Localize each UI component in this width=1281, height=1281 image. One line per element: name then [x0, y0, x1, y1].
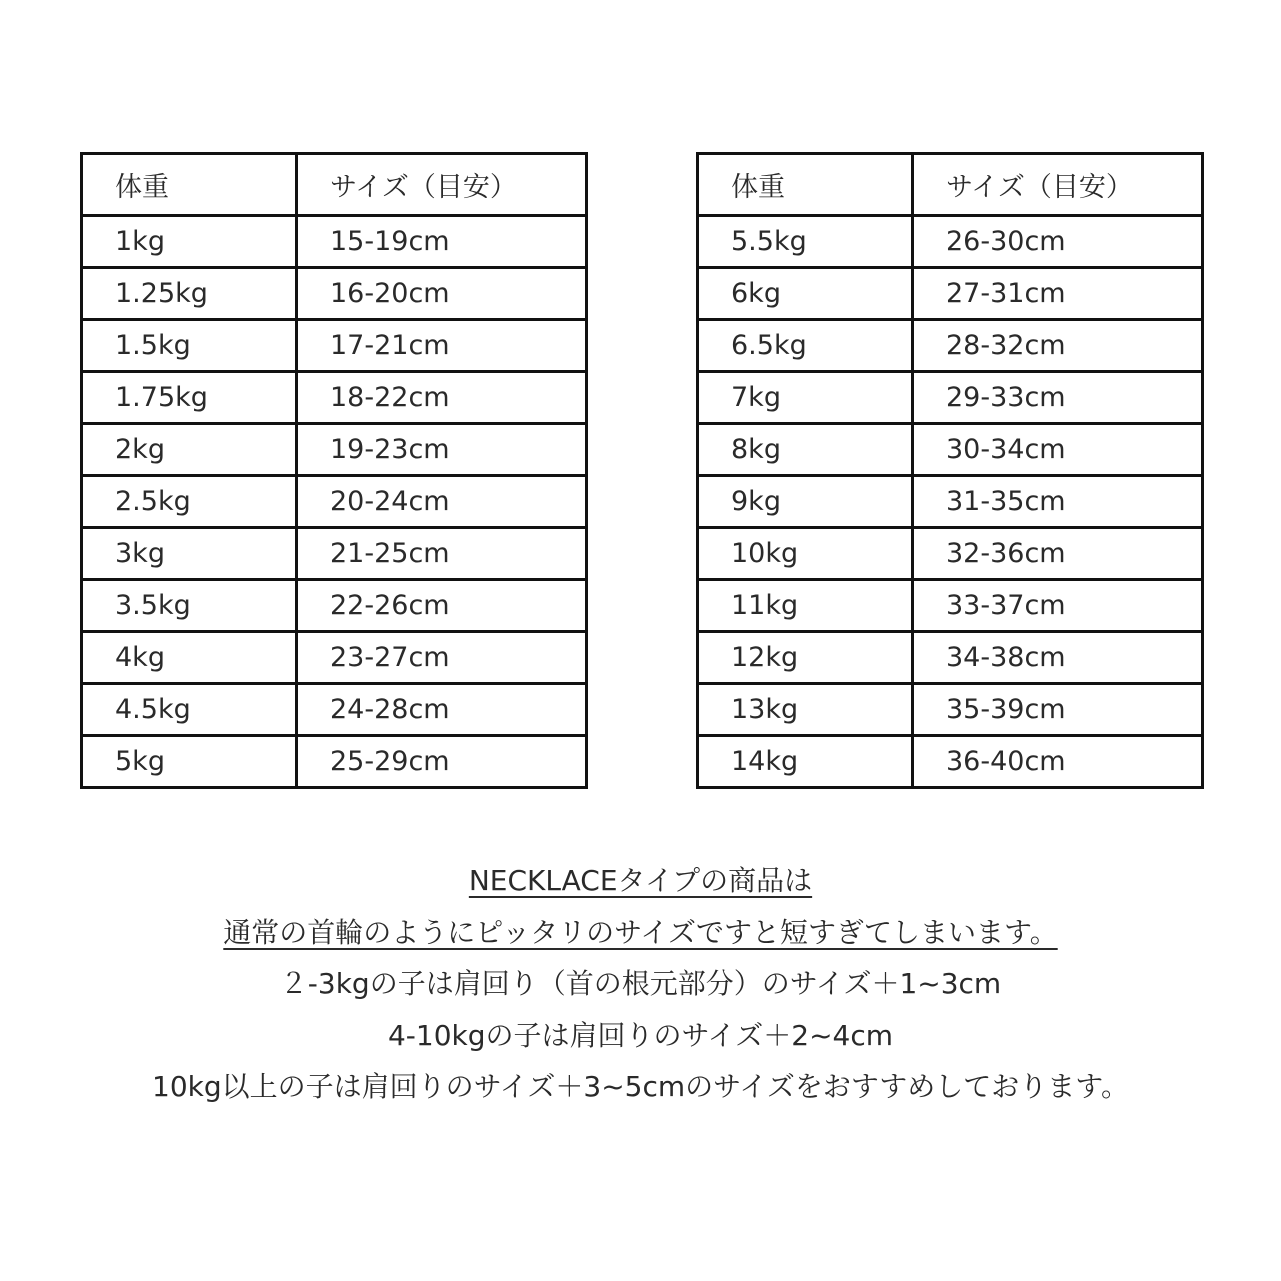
size-cell: 24-28cm: [297, 684, 587, 736]
size-cell: 35-39cm: [913, 684, 1203, 736]
note-line: [0, 907, 1281, 959]
table-row: [698, 632, 1203, 684]
weight-cell: 12kg: [698, 632, 913, 684]
size-cell: 29-33cm: [913, 372, 1203, 424]
table-row: [698, 736, 1203, 788]
weight-cell: 3kg: [82, 528, 297, 580]
table-row: [82, 372, 587, 424]
table-row: [82, 216, 587, 268]
size-cell: 26-30cm: [913, 216, 1203, 268]
weight-cell: 1.25kg: [82, 268, 297, 320]
note-text: 通常の首輪のようにピッタリのサイズですと短すぎてしまいます。: [223, 915, 1058, 949]
weight-cell: 1.5kg: [82, 320, 297, 372]
note-line: [0, 855, 1281, 907]
note-text: 10kg以上の子は肩回りのサイズ＋3~5cmのサイズをおすすめしております。: [152, 1070, 1129, 1103]
weight-cell: 6kg: [698, 268, 913, 320]
size-table-left-body: [82, 154, 587, 788]
weight-cell: 5.5kg: [698, 216, 913, 268]
table-row: [698, 372, 1203, 424]
note-line: [0, 958, 1281, 1010]
table-row: [82, 632, 587, 684]
header-size: サイズ（目安）: [297, 154, 587, 216]
weight-cell: 3.5kg: [82, 580, 297, 632]
table-row: [82, 580, 587, 632]
table-row: [698, 580, 1203, 632]
weight-cell: 8kg: [698, 424, 913, 476]
table-row: [698, 476, 1203, 528]
table-row: [82, 320, 587, 372]
weight-cell: 7kg: [698, 372, 913, 424]
size-cell: 34-38cm: [913, 632, 1203, 684]
table-row: [82, 268, 587, 320]
note-line: [0, 1061, 1281, 1113]
size-cell: 28-32cm: [913, 320, 1203, 372]
weight-cell: 5kg: [82, 736, 297, 788]
size-cell: 30-34cm: [913, 424, 1203, 476]
note-text: 4-10kgの子は肩回りのサイズ＋2~4cm: [387, 1018, 894, 1052]
table-row: [82, 476, 587, 528]
weight-cell: 6.5kg: [698, 320, 913, 372]
size-cell: 27-31cm: [913, 268, 1203, 320]
weight-cell: 10kg: [698, 528, 913, 580]
header-weight: 体重: [698, 154, 913, 216]
size-cell: 32-36cm: [913, 528, 1203, 580]
weight-cell: 14kg: [698, 736, 913, 788]
table-row: [82, 684, 587, 736]
size-table-left: [80, 152, 588, 789]
note-text: ２-3kgの子は肩回り（首の根元部分）のサイズ＋1~3cm: [279, 967, 1002, 1000]
table-row: [82, 736, 587, 788]
size-cell: 16-20cm: [297, 268, 587, 320]
header-weight: 体重: [82, 154, 297, 216]
note-text: NECKLACEタイプの商品は: [468, 864, 813, 897]
table-row: [698, 684, 1203, 736]
size-cell: 17-21cm: [297, 320, 587, 372]
size-cell: 36-40cm: [913, 736, 1203, 788]
weight-cell: 4.5kg: [82, 684, 297, 736]
size-cell: 25-29cm: [297, 736, 587, 788]
weight-cell: 4kg: [82, 632, 297, 684]
size-cell: 33-37cm: [913, 580, 1203, 632]
size-cell: 15-19cm: [297, 216, 587, 268]
size-cell: 19-23cm: [297, 424, 587, 476]
table-header-row: [82, 154, 587, 216]
weight-cell: 9kg: [698, 476, 913, 528]
table-row: [698, 268, 1203, 320]
size-table-right-body: [698, 154, 1203, 788]
necklace-size-notes: [0, 855, 1281, 1113]
size-cell: 18-22cm: [297, 372, 587, 424]
size-cell: 23-27cm: [297, 632, 587, 684]
table-header-row: [698, 154, 1203, 216]
table-row: [698, 424, 1203, 476]
note-line: [0, 1010, 1281, 1062]
size-cell: 22-26cm: [297, 580, 587, 632]
weight-cell: 13kg: [698, 684, 913, 736]
weight-cell: 2kg: [82, 424, 297, 476]
size-cell: 20-24cm: [297, 476, 587, 528]
table-row: [698, 320, 1203, 372]
header-size: サイズ（目安）: [913, 154, 1203, 216]
weight-cell: 1.75kg: [82, 372, 297, 424]
weight-cell: 11kg: [698, 580, 913, 632]
size-cell: 21-25cm: [297, 528, 587, 580]
weight-cell: 2.5kg: [82, 476, 297, 528]
table-row: [82, 424, 587, 476]
table-row: [698, 216, 1203, 268]
weight-cell: 1kg: [82, 216, 297, 268]
table-row: [82, 528, 587, 580]
size-cell: 31-35cm: [913, 476, 1203, 528]
size-table-right: [696, 152, 1204, 789]
table-row: [698, 528, 1203, 580]
